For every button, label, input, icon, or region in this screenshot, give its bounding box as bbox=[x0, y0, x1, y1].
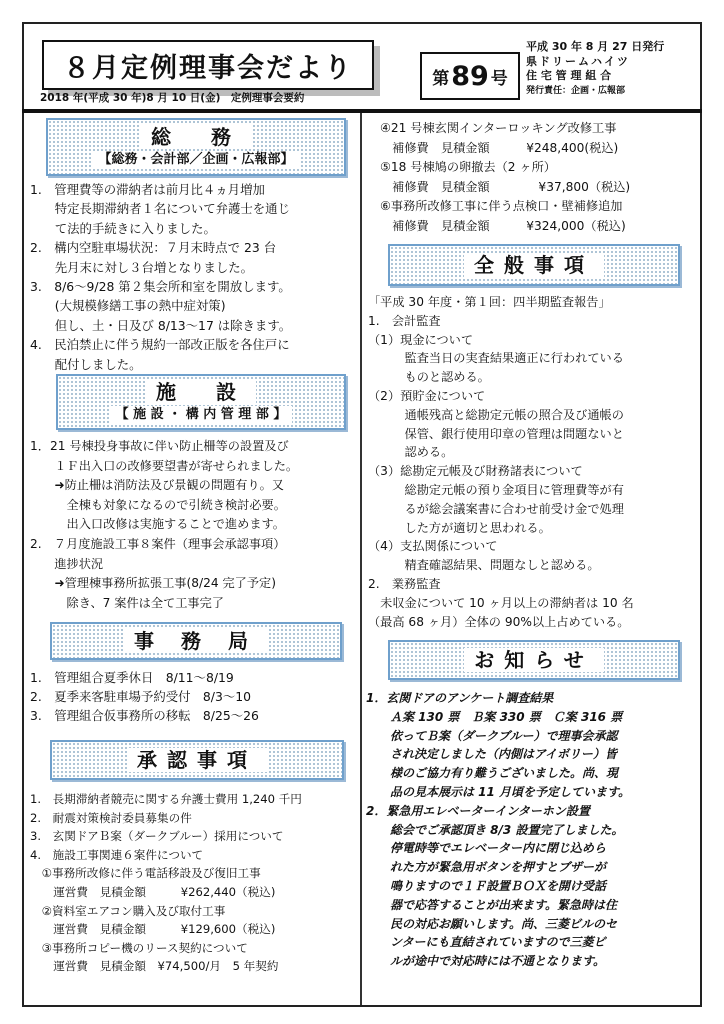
text-line: 補修費 見積金額 ¥248,400(税込) bbox=[380, 140, 619, 155]
text-line: 鳴りますので１Ｆ設置ＢＯＸを開け受話 bbox=[366, 879, 607, 893]
section-oshirase bbox=[388, 640, 680, 680]
issue-number: 89 bbox=[451, 60, 489, 92]
text-line: 2. 耐震対策検討委員募集の件 bbox=[30, 810, 192, 825]
text-line: (大規模修繕工事の熱中症対策) bbox=[30, 298, 226, 314]
text-line: て法的手続きに入りました。 bbox=[30, 220, 216, 236]
section-subtitle: 【総務・会計部／企画・広報部】 bbox=[92, 151, 299, 169]
text-line: 3. 玄関ドアＢ案（ダークブルー）採用について bbox=[30, 829, 284, 844]
text-line: ものと認める。 bbox=[368, 370, 490, 385]
text-line: 品の見本展示は 11 月頃を予定しています。 bbox=[366, 785, 631, 799]
publish-date: 平成 30 年 8 月 27 日発行 bbox=[526, 40, 665, 53]
text-line: 3. 8/6～9/28 第２集会所和室を開放します。 bbox=[30, 279, 291, 294]
text-line: 進捗状況 bbox=[30, 556, 104, 571]
section-title: 全般事項 bbox=[464, 253, 604, 277]
publisher-name: 県ドリームハイツ bbox=[526, 54, 630, 68]
text-line: １Ｆ出入口の改修要望書が寄せられました。 bbox=[30, 458, 299, 473]
text-line: ➜防止柵は消防法及び景観の問題有り。又 bbox=[30, 478, 284, 493]
text-line: 1. 会計監査 bbox=[368, 313, 441, 328]
text-line: 総会でご承認頂き 8/3 設置完了しました。 bbox=[366, 822, 624, 837]
column-divider bbox=[360, 113, 362, 1005]
text-line: ①事務所改修に伴う電話移設及び復旧工事 bbox=[30, 866, 261, 881]
section-title: 施 設 bbox=[146, 380, 256, 404]
text-line: （3）総勘定元帳及び財務諸表について bbox=[368, 464, 583, 479]
issue-number-box bbox=[420, 52, 520, 100]
text-line: 全棟も対象になるので引続き検討必要。 bbox=[30, 497, 286, 512]
text-line: 認める。 bbox=[368, 445, 454, 460]
text-line: 様のご協力有り難うございました。尚、現 bbox=[366, 766, 619, 781]
publisher-responsible: 発行責任：企画・広報部 bbox=[526, 85, 626, 96]
text-line: （2）預貯金について bbox=[368, 389, 486, 403]
text-line: 通帳残高と総勘定元帳の照合及び通帳の bbox=[368, 407, 624, 422]
issue-suffix: 号 bbox=[490, 68, 508, 89]
text-line: 1. 長期滞納者競売に関する弁護士費用 1,240 千円 bbox=[30, 792, 302, 806]
text-line: 2. 業務監査 bbox=[368, 577, 441, 591]
text-line: （4）支払関係について bbox=[368, 539, 498, 554]
text-line: 配付しました。 bbox=[30, 356, 142, 372]
publisher-org: 住 宅 管 理 組 合 bbox=[526, 69, 612, 82]
text-line: 4. 施設工事関連６案件について bbox=[30, 847, 204, 862]
text-line: 2．緊急用エレベーターインターホン設置 bbox=[366, 803, 590, 818]
text-line: ➜管理棟事務所拡張工事(8/24 完了予定) bbox=[30, 576, 276, 591]
section-shounin bbox=[50, 740, 344, 780]
text-line: ルが途中で対応時には不通となります。 bbox=[366, 954, 606, 969]
text-line: 依ってＢ案（ダークブルー）で理事会承認 bbox=[366, 728, 618, 743]
issue-prefix: 第 bbox=[432, 68, 450, 89]
section-title: 承認事項 bbox=[127, 748, 267, 772]
section-title: 総 務 bbox=[141, 125, 251, 149]
text-line: ③事務所コピー機のリース契約について bbox=[30, 940, 248, 955]
text-line: Ａ案 130 票 Ｂ案 330 票 Ｃ案 316 票 bbox=[366, 709, 623, 724]
text-line: ④21 号棟玄関インターロッキング改修工事 bbox=[380, 121, 617, 135]
text-line: 器で応答することが出来ます。緊急時は住 bbox=[366, 897, 618, 912]
text-line: 出入口改修は実施することで進めます。 bbox=[30, 517, 285, 532]
text-line: 民の対応お願いします。尚、三菱ビルのセ bbox=[366, 916, 618, 931]
text-line: 補修費 見積金額 ¥37,800（税込) bbox=[380, 179, 631, 194]
text-line: 「平成 30 年度・第１回：四半期監査報告」 bbox=[368, 295, 611, 309]
text-line: ンターにも直結されていますので三菱ビ bbox=[366, 935, 606, 950]
text-line: ⑥事務所改修工事に伴う点検口・壁補修追加 bbox=[380, 199, 623, 214]
text-line: 監査当日の実査結果適正に行われている bbox=[368, 351, 624, 366]
text-line: るが総会議案書に合わせ前受け金で処理 bbox=[368, 501, 624, 516]
text-line: 補修費 見積金額 ¥324,000（税込) bbox=[380, 219, 626, 233]
text-line: 保管、銀行使用印章の管理は問題ないと bbox=[368, 426, 624, 441]
text-line: れた方が緊急用ボタンを押すとブザーが bbox=[366, 860, 607, 875]
section-jimukyoku bbox=[50, 622, 342, 660]
text-line: 1. 管理費等の滞納者は前月比４ヵ月増加 bbox=[30, 182, 265, 197]
text-line: （最高 68 ヶ月）全体の 90%以上占めている。 bbox=[368, 614, 630, 629]
text-line: した方が適切と思われる。 bbox=[368, 520, 551, 535]
section-soumu bbox=[46, 118, 346, 176]
text-line: 2. ７月度施設工事８案件（理事会承認事項） bbox=[30, 537, 286, 551]
text-line: （1）現金について bbox=[368, 332, 474, 347]
text-line: 除き、7 案件は全て工事完了 bbox=[30, 595, 224, 610]
text-line: 先月末に対し３台増となりました。 bbox=[30, 259, 254, 275]
text-line: 4. 民泊禁止に伴う規約一部改正版を各住戸に bbox=[30, 337, 290, 353]
text-line: ⑤18 号棟鳩の卵撤去（2 ヶ所） bbox=[380, 160, 556, 175]
text-line: 2. 構内空駐車場状況：７月末時点で 23 台 bbox=[30, 240, 277, 256]
text-line: 運営費 見積金額 ¥74,500/月 5 年契約 bbox=[30, 959, 279, 974]
section-title: お知らせ bbox=[464, 648, 603, 672]
meeting-date: 2018 年(平成 30 年)8 月 10 日(金) 定例理事会要約 bbox=[40, 92, 305, 104]
text-line: 但し、土・日及び 8/13～17 は除きます。 bbox=[30, 317, 292, 333]
text-line: 停電時等でエレベーター内に閉じ込めら bbox=[366, 841, 607, 856]
section-shisetsu bbox=[56, 374, 346, 430]
text-line: 1. 管理組合夏季休日 8/11～8/19 bbox=[30, 670, 234, 685]
section-title: 事 務 局 bbox=[124, 629, 268, 653]
header-rule bbox=[22, 109, 702, 113]
text-line: 特定長期滞納者１名について弁護士を通じ bbox=[30, 201, 290, 217]
newsletter-title: ８月定例理事会だより bbox=[42, 40, 374, 90]
text-line: 運営費 見積金額 ¥262,440（税込) bbox=[30, 885, 276, 899]
text-line: 精査確認結果、問題なしと認める。 bbox=[368, 558, 600, 573]
text-line: 運営費 見積金額 ¥129,600（税込) bbox=[30, 922, 276, 937]
text-line: ②資料室エアコン購入及び取付工事 bbox=[30, 903, 226, 918]
publisher-info bbox=[526, 40, 706, 98]
text-line: され決定しました（内側はアイボリー）皆 bbox=[366, 747, 617, 762]
text-line: 3. 管理組合仮事務所の移転 8/25～26 bbox=[30, 708, 259, 724]
text-line: 未収金について 10 ヶ月以上の滞納者は 10 名 bbox=[368, 595, 634, 610]
text-line: 総勘定元帳の預り金項目に管理費等が有 bbox=[368, 483, 624, 497]
text-line: 2. 夏季来客駐車場予約受付 8/3～10 bbox=[30, 689, 251, 705]
section-subtitle: 【 施 設 ・ 構 内 管 理 部 】 bbox=[110, 406, 293, 424]
text-line: 1．玄関ドアのアンケート調査結果 bbox=[366, 691, 554, 705]
section-zenpan bbox=[388, 244, 680, 286]
text-line: 1．21 号棟投身事故に伴い防止柵等の設置及び bbox=[30, 439, 289, 453]
